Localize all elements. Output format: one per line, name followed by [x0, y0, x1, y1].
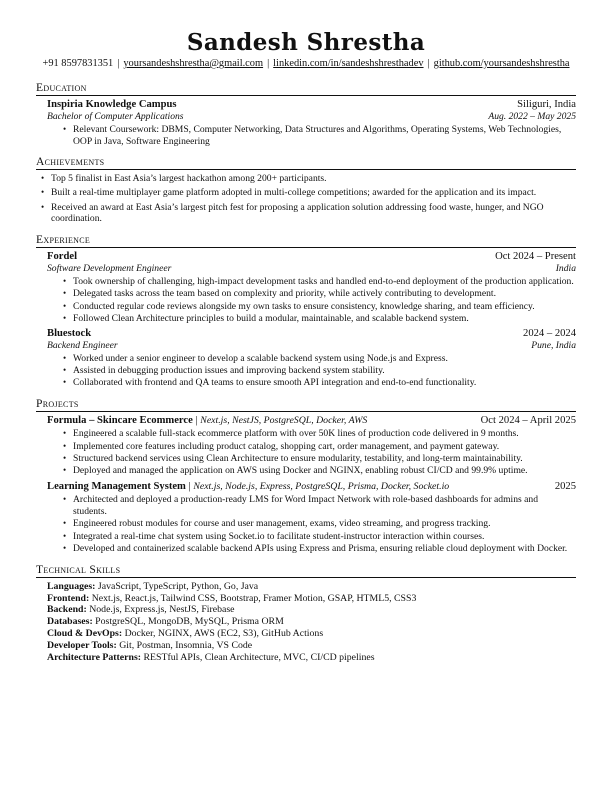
job-location: India: [555, 263, 576, 275]
list-item: • Architected and deployed a production-ready LMS for Word Impact Network with role-based dashboards for admins and students.: [47, 494, 576, 517]
education-bullets: [47, 124, 576, 147]
separator: |: [267, 58, 270, 69]
education-entry: [36, 99, 576, 147]
contact-line: [36, 57, 576, 70]
section-title-skills: Technical Skills: [36, 563, 576, 578]
project-entry-formula: [36, 415, 576, 477]
experience-header-row: [47, 328, 576, 340]
experience-bullets: [47, 353, 576, 389]
skills-section: [36, 563, 576, 664]
school-location: Siliguri, India: [517, 99, 576, 110]
project-dates: Oct 2024 – April 2025: [480, 414, 576, 426]
list-item: • Deployed and managed the application on AWS using Docker and NGINX, enabling robust CI/CD and 99.9% uptime.: [47, 465, 576, 477]
project-name: Learning Management System: [47, 481, 186, 493]
skill-value: Git, Postman, Insomnia, VS Code: [119, 639, 253, 651]
list-item: • Engineered robust modules for course and user management, exams, video streaming, and progress tracking.: [47, 518, 576, 530]
list-item: • Delegated tasks across the team based on complexity and priority, while actively contributing to development.: [47, 288, 576, 300]
separator: |: [188, 481, 191, 493]
list-item: • Collaborated with frontend and QA teams to ensure smooth API integration and end-to-end functionality.: [47, 377, 576, 389]
education-dates: Aug. 2022 – May 2025: [488, 111, 576, 123]
list-item: • Conducted regular code reviews alongside my own tasks to ensure consistency, knowledge sharing, and team efficiency.: [47, 301, 576, 313]
project-dates: 2025: [554, 481, 576, 493]
project-title-group: [47, 481, 449, 493]
skill-label: Architecture Patterns:: [47, 651, 142, 663]
separator: |: [427, 58, 430, 69]
school-name: Inspiria Knowledge Campus: [47, 99, 177, 110]
degree: Bachelor of Computer Applications: [47, 111, 184, 123]
experience-bullets: [47, 276, 576, 325]
skill-value: Next.js, React.js, Tailwind CSS, Bootstrap, Framer Motion, GSAP, HTML5, CSS3: [91, 592, 417, 604]
experience-section: [36, 233, 576, 389]
project-header-row: [47, 415, 576, 427]
separator: |: [195, 414, 198, 426]
project-title-group: [47, 415, 367, 427]
project-bullets: [47, 494, 576, 554]
job-role: Backend Engineer: [47, 339, 118, 351]
education-section: [36, 81, 576, 147]
experience-entry-fordel: [36, 251, 576, 325]
experience-header-row: [47, 251, 576, 263]
skills-list: [36, 581, 576, 664]
company-name: Bluestock: [47, 327, 92, 339]
list-item: • Implemented core features including product catalog, shopping cart, order management, and payment gateway.: [47, 441, 576, 453]
job-role: Software Development Engineer: [47, 263, 172, 275]
skill-row: [47, 593, 576, 605]
company-name: Fordel: [47, 250, 78, 262]
list-item: • Engineered a scalable full-stack ecommerce platform with over 50K lines of production code delivered in 9 months.: [47, 428, 576, 440]
section-title-education: Education: [36, 81, 576, 96]
list-item: • Integrated a real-time chat system using Socket.io to facilitate student-instructor interaction within courses.: [47, 531, 576, 543]
skill-row: [47, 640, 576, 652]
skill-row: [47, 616, 576, 628]
achievements-bullets: [36, 173, 576, 225]
skill-label: Languages:: [47, 580, 96, 592]
linkedin-link[interactable]: linkedin.com/in/sandeshshresthadev: [273, 58, 424, 69]
candidate-name: Sandesh Shrestha: [186, 29, 426, 56]
experience-sub-row: [47, 340, 576, 352]
job-location: Pune, India: [531, 339, 576, 351]
phone-number: +91 8597831351: [42, 58, 114, 69]
experience-dates: Oct 2024 – Present: [495, 250, 576, 262]
project-tech: Next.js, Node.js, Express, PostgreSQL, Prisma, Docker, Socket.io: [193, 481, 450, 493]
skill-row: [47, 628, 576, 640]
experience-dates: 2024 – 2024: [523, 327, 576, 339]
skill-label: Backend:: [47, 604, 87, 616]
list-item: • Worked under a senior engineer to develop a scalable backend system using Node.js and Express.: [47, 353, 576, 365]
list-item: • Relevant Coursework: DBMS, Computer Networking, Data Structures and Algorithms, Operating Systems, Web Technologies, OOP in Java, Software Engineering: [47, 124, 576, 147]
skill-row: [47, 604, 576, 616]
project-name: Formula – Skincare Ecommerce: [47, 414, 193, 426]
experience-entry-bluestock: [36, 328, 576, 389]
skill-value: RESTful APIs, Clean Architecture, MVC, CI/CD pipelines: [143, 651, 375, 663]
skill-value: JavaScript, TypeScript, Python, Go, Java: [97, 580, 259, 592]
skill-label: Cloud & DevOps:: [47, 628, 123, 640]
education-header-row: [47, 99, 576, 111]
project-tech: Next.js, NestJS, PostgreSQL, Docker, AWS: [200, 414, 368, 426]
list-item: • Top 5 finalist in East Asia’s largest hackathon among 200+ participants.: [36, 173, 576, 185]
skill-value: Node.js, Express.js, NestJS, Firebase: [89, 604, 235, 616]
skill-value: PostgreSQL, MongoDB, MySQL, Prisma ORM: [95, 616, 284, 628]
section-title-experience: Experience: [36, 233, 576, 248]
skill-value: Docker, NGINX, AWS (EC2, S3), GitHub Actions: [124, 628, 324, 640]
email-link[interactable]: yoursandeshshrestha@gmail.com: [123, 58, 264, 69]
separator: |: [117, 58, 120, 69]
list-item: • Received an award at East Asia’s largest pitch fest for proposing a application solution addressing food waste, hunger, and NGO coordination.: [36, 202, 576, 225]
education-sub-row: [47, 111, 576, 123]
section-title-achievements: Achievements: [36, 155, 576, 170]
list-item: • Followed Clean Architecture principles to build a modular, maintainable, and scalable backend system.: [47, 313, 576, 325]
section-title-projects: Projects: [36, 397, 576, 412]
achievements-section: [36, 155, 576, 225]
projects-section: [36, 397, 576, 555]
project-bullets: [47, 428, 576, 477]
skill-row: [47, 652, 576, 664]
skill-label: Frontend:: [47, 592, 90, 604]
experience-sub-row: [47, 263, 576, 275]
list-item: • Took ownership of challenging, high-impact development tasks and handled end-to-end deployment of the production application.: [47, 276, 576, 288]
skill-label: Developer Tools:: [47, 639, 117, 651]
list-item: • Structured backend services using Clean Architecture to ensure modularity, testability, and long-term maintainability.: [47, 453, 576, 465]
list-item: • Built a real-time multiplayer game platform adopted in multi-college competitions; awarded for the application and its impact.: [36, 187, 576, 199]
project-header-row: [47, 481, 576, 493]
list-item: • Developed and containerized scalable backend APIs using Express and Prisma, ensuring reliable cloud deployment with Docker.: [47, 543, 576, 555]
github-link[interactable]: github.com/yoursandeshshrestha: [433, 58, 570, 69]
skill-row: [47, 581, 576, 593]
skill-label: Databases:: [47, 616, 93, 628]
project-entry-lms: [36, 481, 576, 555]
list-item: • Assisted in debugging production issues and improving backend system stability.: [47, 365, 576, 377]
